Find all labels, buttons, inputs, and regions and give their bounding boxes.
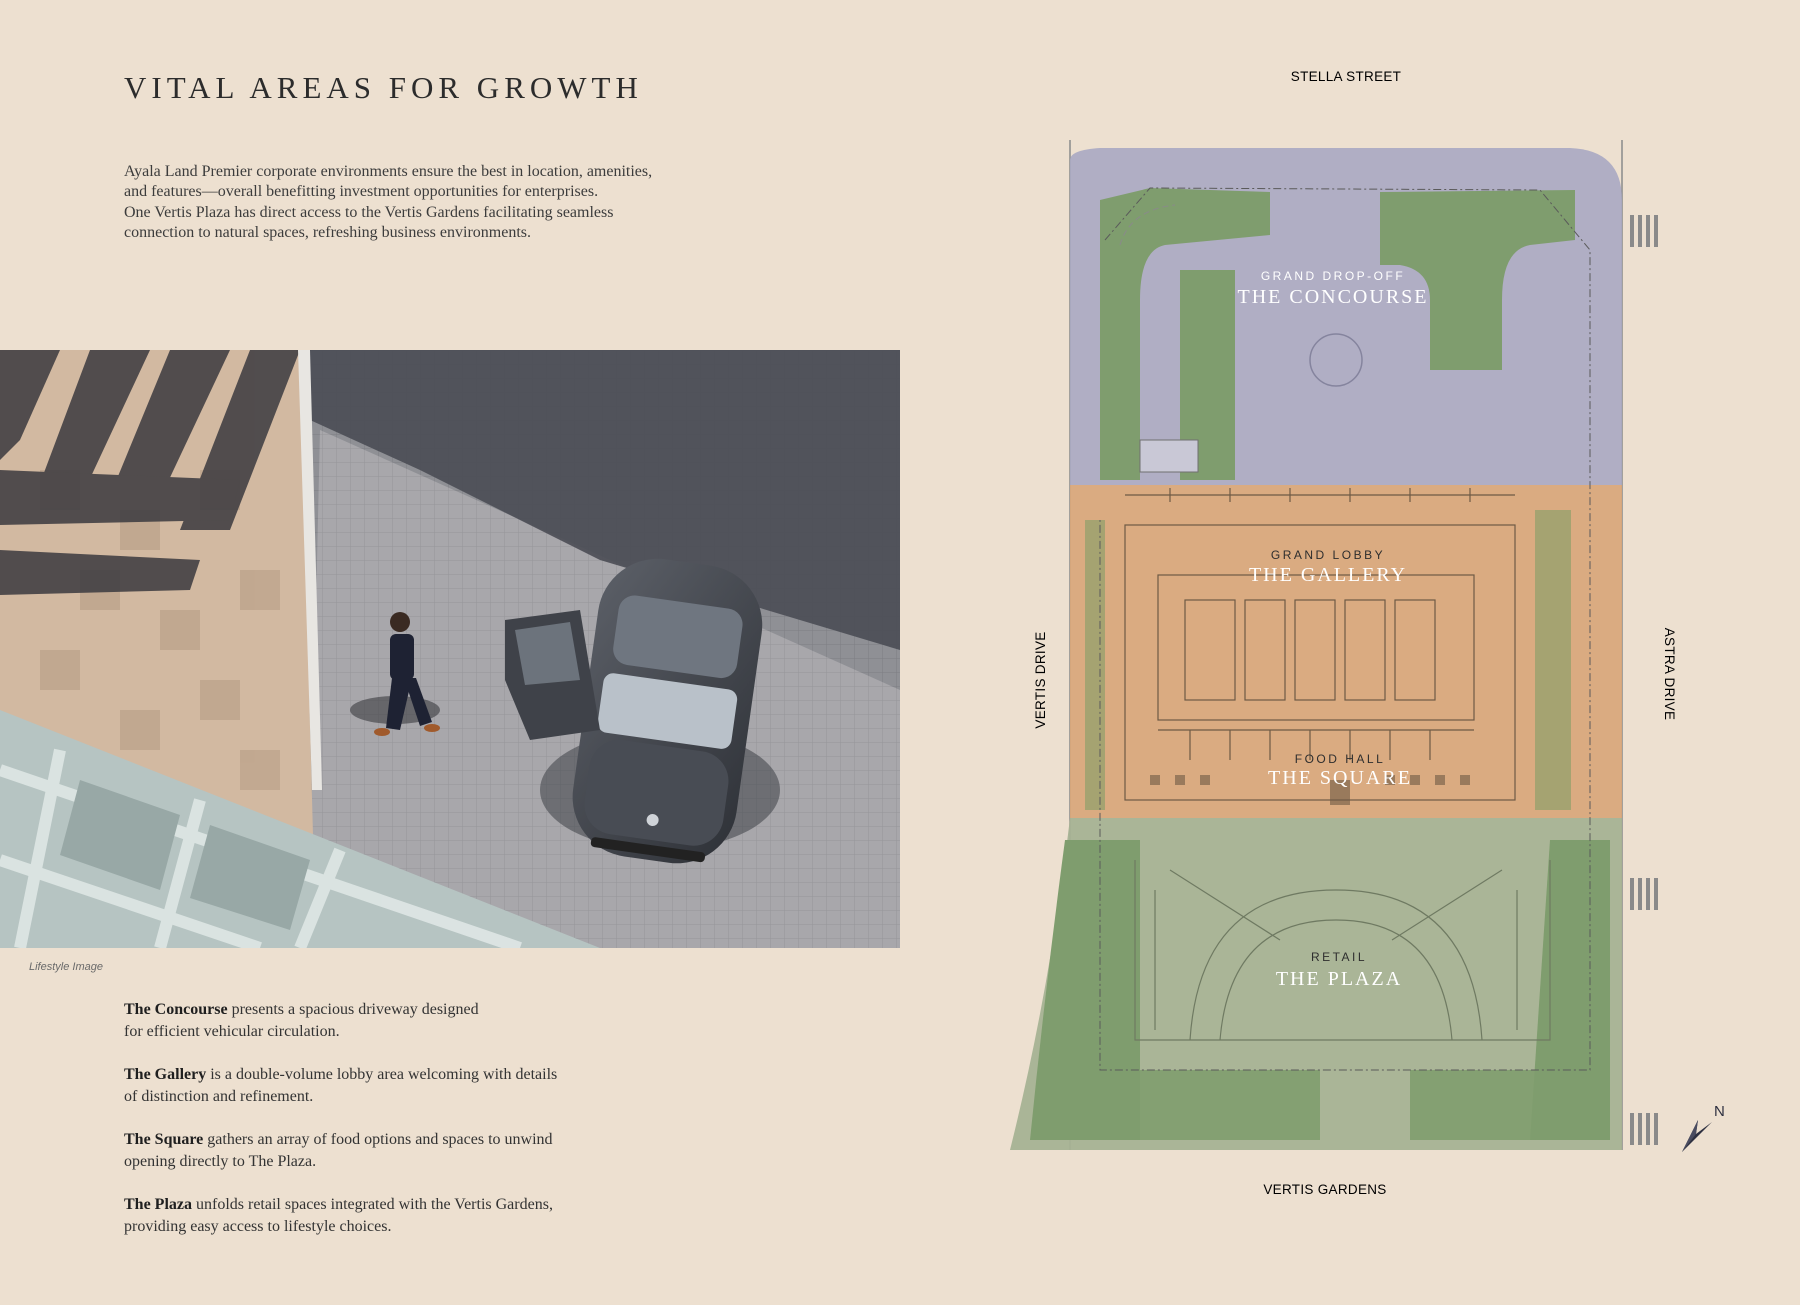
intro-line: One Vertis Plaza has direct access to the Vertis Gardens facilitating seamless xyxy=(124,203,614,221)
street-label-west: VERTIS DRIVE xyxy=(1033,631,1048,729)
site-plan-drawing xyxy=(990,40,1790,1220)
description-text: for efficient vehicular circulation. xyxy=(124,1022,340,1040)
street-label-north: STELLA STREET xyxy=(1290,69,1402,84)
page-title: VITAL AREAS FOR GROWTH xyxy=(124,70,643,105)
photo-caption: Lifestyle Image xyxy=(29,961,103,973)
intro-paragraph xyxy=(124,162,724,243)
street-label-south: VERTIS GARDENS xyxy=(1263,1182,1387,1197)
description-name: The Gallery xyxy=(124,1066,207,1083)
zone-name-plaza: THE PLAZA xyxy=(1275,968,1403,990)
description-name: The Square xyxy=(124,1131,204,1148)
description-concourse xyxy=(124,999,644,1042)
street-label-east: ASTRA DRIVE xyxy=(1662,627,1677,721)
description-text: providing easy access to lifestyle choices. xyxy=(124,1217,392,1235)
lifestyle-photo xyxy=(0,350,900,948)
description-text: presents a spacious driveway designed xyxy=(227,1001,479,1018)
description-plaza xyxy=(124,1194,644,1237)
description-text: is a double-volume lobby area welcoming with details xyxy=(206,1066,558,1083)
intro-line: connection to natural spaces, refreshing business environments. xyxy=(124,223,531,241)
zone-sub-gallery: GRAND LOBBY xyxy=(1270,548,1386,562)
zone-name-concourse: THE CONCOURSE xyxy=(1237,286,1429,308)
site-plan xyxy=(990,40,1790,1220)
description-text: gathers an array of food options and spaces to unwind xyxy=(203,1131,553,1148)
north-label: N xyxy=(1714,1103,1725,1120)
zone-sub-square: FOOD HALL xyxy=(1294,752,1386,766)
zone-name-gallery: THE GALLERY xyxy=(1248,564,1408,586)
zone-sub-plaza: RETAIL xyxy=(1310,950,1368,964)
zone-descriptions xyxy=(124,999,644,1259)
lifestyle-photo-illustration xyxy=(0,350,900,948)
intro-line: and features—overall benefitting investment opportunities for enterprises. xyxy=(124,183,599,201)
description-gallery xyxy=(124,1064,644,1107)
description-name: The Concourse xyxy=(124,1001,228,1018)
description-name: The Plaza xyxy=(124,1196,192,1213)
north-arrow-icon xyxy=(1682,1120,1712,1152)
description-square xyxy=(124,1129,644,1172)
intro-line: Ayala Land Premier corporate environments ensure the best in location, amenities, xyxy=(124,163,653,180)
zone-name-square: THE SQUARE xyxy=(1268,767,1412,789)
description-text: of distinction and refinement. xyxy=(124,1087,314,1105)
description-text: opening directly to The Plaza. xyxy=(124,1152,317,1170)
zone-sub-concourse: GRAND DROP-OFF xyxy=(1260,269,1406,283)
description-text: unfolds retail spaces integrated with the Vertis Gardens, xyxy=(192,1196,553,1213)
